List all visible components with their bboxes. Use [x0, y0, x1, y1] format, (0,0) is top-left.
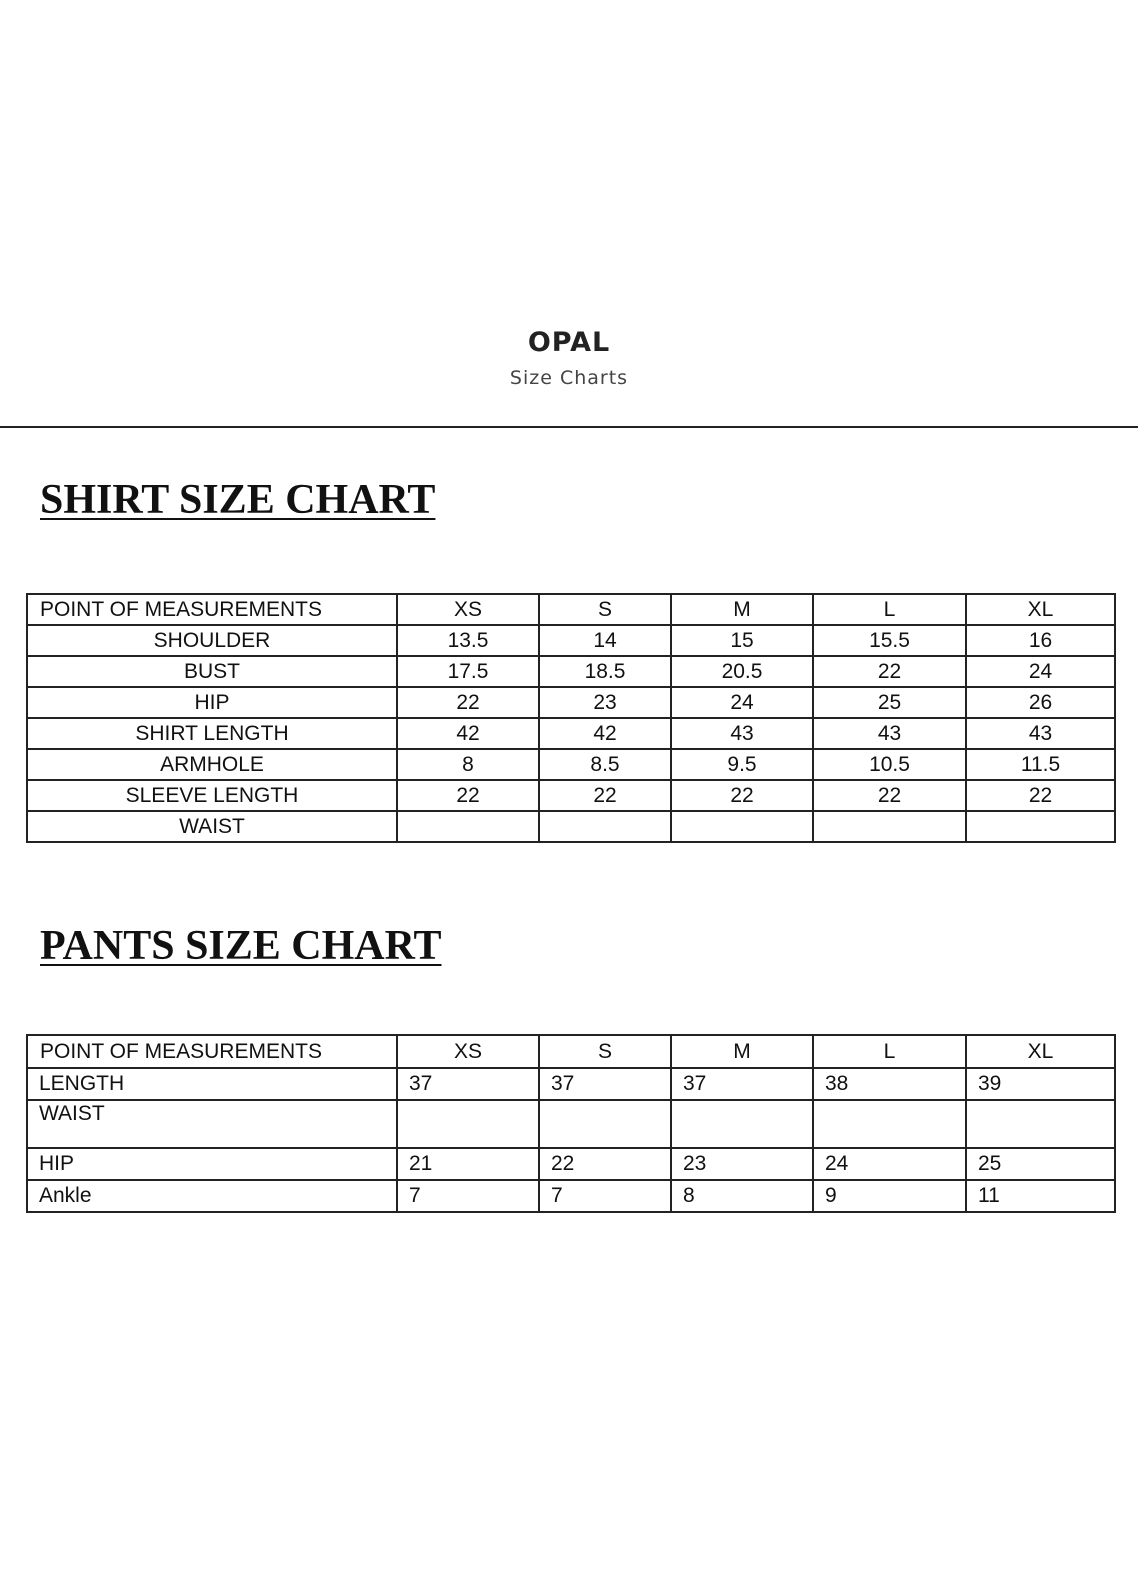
pants-size-table — [26, 1034, 1116, 1213]
cell-xl: 11 — [966, 1180, 1115, 1212]
cell-xs — [397, 811, 539, 842]
cell-xl: 16 — [966, 625, 1115, 656]
cell-m: 20.5 — [671, 656, 813, 687]
cell-l: 22 — [813, 780, 966, 811]
cell-xl: 11.5 — [966, 749, 1115, 780]
column-header-point-of-measurements: POINT OF MEASUREMENTS — [27, 594, 397, 625]
table-row-shirt-length — [27, 718, 1115, 749]
cell-m: 43 — [671, 718, 813, 749]
cell-s — [539, 1100, 671, 1148]
cell-xl — [966, 811, 1115, 842]
column-header-l: L — [813, 594, 966, 625]
cell-l: 9 — [813, 1180, 966, 1212]
row-label: WAIST — [27, 1100, 397, 1148]
cell-l: 10.5 — [813, 749, 966, 780]
cell-xs — [397, 1100, 539, 1148]
cell-l — [813, 1100, 966, 1148]
cell-m: 9.5 — [671, 749, 813, 780]
table-row-shoulder — [27, 625, 1115, 656]
row-label: LENGTH — [27, 1068, 397, 1100]
page-subtitle: Size Charts — [509, 367, 629, 389]
column-header-xl: XL — [966, 1035, 1115, 1068]
cell-m: 22 — [671, 780, 813, 811]
row-label: HIP — [27, 1148, 397, 1180]
row-label: HIP — [27, 687, 397, 718]
shirt-size-table — [26, 593, 1116, 843]
cell-xs: 42 — [397, 718, 539, 749]
cell-m: 8 — [671, 1180, 813, 1212]
cell-l: 38 — [813, 1068, 966, 1100]
cell-s: 8.5 — [539, 749, 671, 780]
row-label: SLEEVE LENGTH — [27, 780, 397, 811]
cell-xl — [966, 1100, 1115, 1148]
cell-m — [671, 811, 813, 842]
table-row-armhole — [27, 749, 1115, 780]
cell-m: 24 — [671, 687, 813, 718]
cell-m — [671, 1100, 813, 1148]
cell-xs: 13.5 — [397, 625, 539, 656]
column-header-m: M — [671, 594, 813, 625]
table-header-row — [27, 594, 1115, 625]
cell-s: 23 — [539, 687, 671, 718]
row-label: WAIST — [27, 811, 397, 842]
row-label: SHIRT LENGTH — [27, 718, 397, 749]
cell-xs: 21 — [397, 1148, 539, 1180]
cell-xl: 24 — [966, 656, 1115, 687]
cell-m: 37 — [671, 1068, 813, 1100]
table-header-row — [27, 1035, 1115, 1068]
column-header-point-of-measurements: POINT OF MEASUREMENTS — [27, 1035, 397, 1068]
column-header-l: L — [813, 1035, 966, 1068]
table-row-ankle — [27, 1180, 1115, 1212]
cell-xs: 22 — [397, 780, 539, 811]
table-row-waist — [27, 811, 1115, 842]
cell-xl: 26 — [966, 687, 1115, 718]
table-row-bust — [27, 656, 1115, 687]
row-label: SHOULDER — [27, 625, 397, 656]
header-divider — [0, 426, 1138, 428]
cell-xs: 37 — [397, 1068, 539, 1100]
cell-s — [539, 811, 671, 842]
table-row-hip — [27, 687, 1115, 718]
table-row-waist — [27, 1100, 1115, 1148]
table-row-length — [27, 1068, 1115, 1100]
cell-s: 14 — [539, 625, 671, 656]
cell-xl: 22 — [966, 780, 1115, 811]
column-header-s: S — [539, 1035, 671, 1068]
cell-s: 22 — [539, 780, 671, 811]
cell-s: 7 — [539, 1180, 671, 1212]
page-header — [0, 326, 1138, 390]
column-header-m: M — [671, 1035, 813, 1068]
shirt-size-chart-title: SHIRT SIZE CHART — [40, 477, 436, 523]
cell-xs: 22 — [397, 687, 539, 718]
cell-s: 37 — [539, 1068, 671, 1100]
cell-xs: 8 — [397, 749, 539, 780]
cell-s: 22 — [539, 1148, 671, 1180]
row-label: BUST — [27, 656, 397, 687]
row-label: Ankle — [27, 1180, 397, 1212]
cell-xs: 17.5 — [397, 656, 539, 687]
pants-size-chart-title: PANTS SIZE CHART — [40, 923, 442, 969]
table-row-hip — [27, 1148, 1115, 1180]
cell-l: 43 — [813, 718, 966, 749]
cell-xl: 43 — [966, 718, 1115, 749]
cell-l: 25 — [813, 687, 966, 718]
cell-xs: 7 — [397, 1180, 539, 1212]
cell-xl: 39 — [966, 1068, 1115, 1100]
cell-m: 15 — [671, 625, 813, 656]
column-header-s: S — [539, 594, 671, 625]
cell-xl: 25 — [966, 1148, 1115, 1180]
cell-l: 15.5 — [813, 625, 966, 656]
cell-m: 23 — [671, 1148, 813, 1180]
column-header-xs: XS — [397, 594, 539, 625]
cell-l: 22 — [813, 656, 966, 687]
cell-s: 42 — [539, 718, 671, 749]
table-row-sleeve-length — [27, 780, 1115, 811]
brand-name: OPAL — [527, 327, 611, 358]
cell-l: 24 — [813, 1148, 966, 1180]
column-header-xl: XL — [966, 594, 1115, 625]
row-label: ARMHOLE — [27, 749, 397, 780]
column-header-xs: XS — [397, 1035, 539, 1068]
cell-l — [813, 811, 966, 842]
cell-s: 18.5 — [539, 656, 671, 687]
